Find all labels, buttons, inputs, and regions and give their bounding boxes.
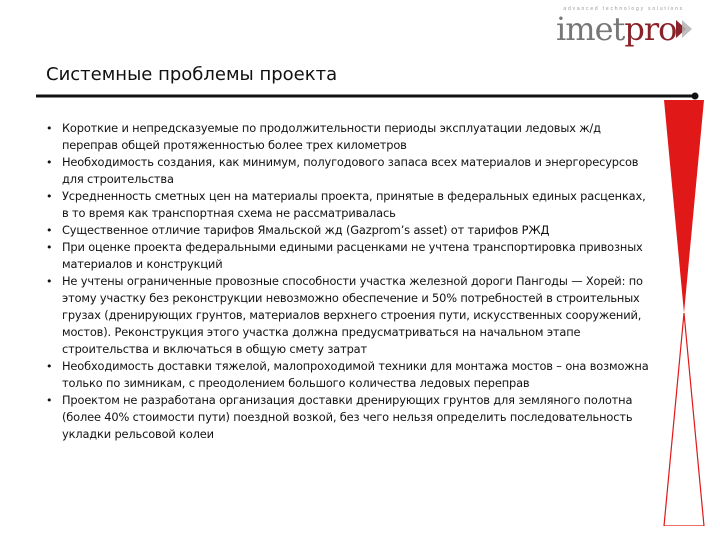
bullet-icon: • [46, 156, 53, 169]
list-item [46, 273, 654, 358]
list-item-text: Не учтены ограниченные провозные способности участка железной дороги Пангоды — Хорей: по этому участку без реконструкции невозможно обеспечение и 50% потребностей в строительных грузах (дренирующих грунтов, материалов верхнего строения пути, искусственных сооружений, мостов). Реконструкция этого участка должна предусматриваться на начальном этапе строительства и включаться в общую смету затрат [62, 274, 643, 356]
list-item-text: Проектом не разработана организация доставки дренирующих грунтов для земляного полотна (более 40% стоимости пути) поездной возкой, без чего нельзя определить последовательность укладки рельсовой колеи [62, 393, 633, 441]
logo-wordmark-accent: pro [624, 10, 677, 48]
bullet-icon: • [46, 224, 53, 237]
page-title: Системные проблемы проекта [46, 64, 338, 85]
list-item [46, 222, 654, 239]
list-item-text: Необходимость доставки тяжелой, малопроходимой техники для монтажа мостов – она возможна только по зимникам, с преодолением большого количества ледовых переправ [62, 359, 649, 390]
list-item [46, 392, 654, 443]
problem-list [46, 120, 654, 443]
list-item-text: Существенное отличие тарифов Ямальской жд (Gazprom’s asset) от тарифов РЖД [62, 223, 550, 237]
bullet-icon: • [46, 241, 53, 254]
bullet-icon: • [46, 275, 53, 288]
logo-wordmark-main: imet [556, 10, 625, 48]
bullet-icon: • [46, 360, 53, 373]
hourglass-top-triangle [664, 100, 704, 313]
list-item-text: Короткие и непредсказуемые по продолжительности периоды эксплуатации ледовых ж/д переправ общей протяженностью более трех километров [62, 121, 601, 152]
list-item-text: Необходимость создания, как минимум, полугодового запаса всех материалов и энергоресурсов для строительства [62, 155, 639, 186]
list-item [46, 120, 654, 154]
list-item [46, 358, 654, 392]
bullet-icon: • [46, 122, 53, 135]
title-underline-rule [36, 92, 700, 100]
logo-wordmark [556, 9, 676, 49]
bullet-icon: • [46, 394, 53, 407]
imetpro-logo [532, 6, 692, 46]
list-item [46, 154, 654, 188]
hourglass-bottom-triangle [664, 313, 704, 526]
hourglass-graphic [662, 100, 706, 526]
list-item-text: Усредненность сметных цен на материалы проекта, принятые в федеральных единых расценках, в то время как транспортная схема не рассматривалась [62, 189, 646, 220]
logo-tagline: advanced technology solutions [563, 6, 684, 12]
bullet-icon: • [46, 190, 53, 203]
imetpro-brand-mark-icon [674, 18, 692, 40]
list-item [46, 188, 654, 222]
list-item-text: При оценке проекта федеральными едиными расценками не учтена транспортировка привозных материалов и конструкций [62, 240, 643, 271]
list-item [46, 239, 654, 273]
